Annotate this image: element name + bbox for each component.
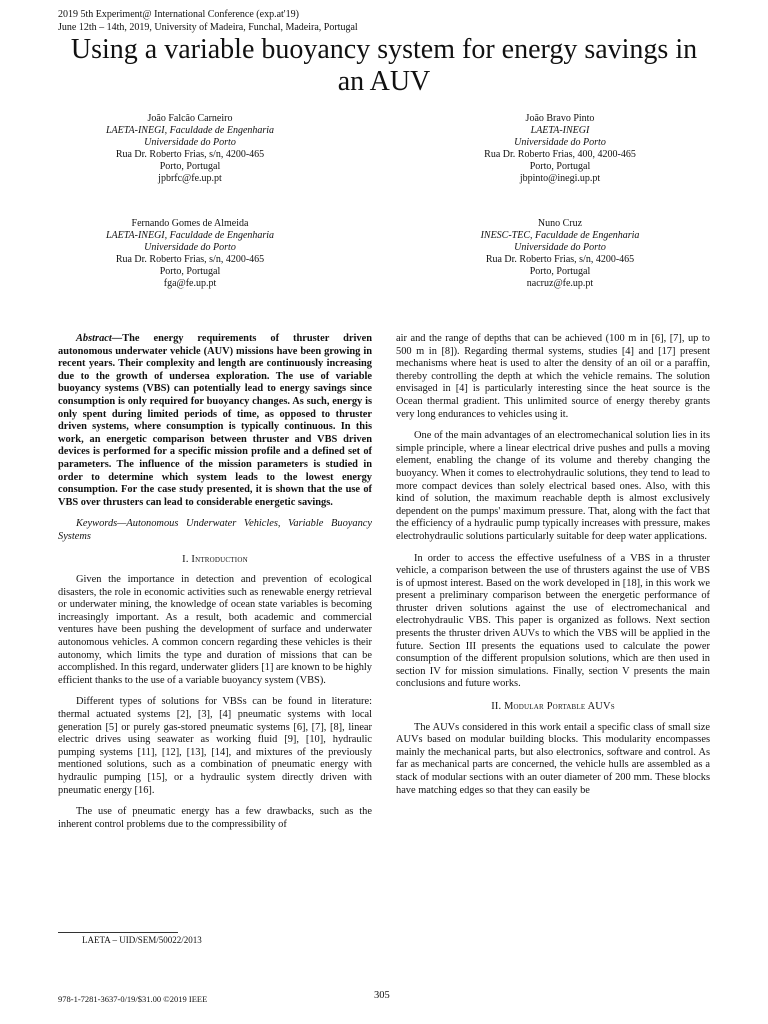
author-name: Fernando Gomes de Almeida bbox=[131, 218, 249, 229]
author-university: Universidade do Porto bbox=[514, 242, 606, 253]
section-heading-modular-auvs: II. Modular Portable AUVs bbox=[491, 701, 615, 713]
author-city: Porto, Portugal bbox=[159, 161, 221, 172]
right-column bbox=[396, 333, 710, 806]
section2-paragraph-1: The AUVs considered in this work entail a specific class of small size AUVs based on modular building blocks. This modularity encompasses mainly the mechanical parts, but also electronics, software and control. As far as mechanical parts are concerned, the vehicle hulls are assembled as a stack of modular sections with an outer diameter of 200 mm. These blocks have matching edges so that they can easily be bbox=[396, 721, 710, 796]
abstract-label: Abstract— bbox=[76, 333, 123, 344]
keywords bbox=[58, 518, 372, 543]
paper-title: Using a variable buoyancy system for energy savings in an AUV bbox=[70, 34, 698, 97]
author-block-4 bbox=[430, 218, 690, 290]
keywords-label: Keywords— bbox=[76, 518, 127, 530]
author-city: Porto, Portugal bbox=[159, 266, 221, 277]
section-heading-introduction: I. Introduction bbox=[182, 553, 248, 565]
page-number: 305 bbox=[374, 990, 390, 1001]
author-affiliation: INESC-TEC, Faculdade de Engenharia bbox=[480, 230, 640, 241]
author-email: jpbrfc@fe.up.pt bbox=[158, 173, 222, 184]
author-email: nacruz@fe.up.pt bbox=[526, 278, 594, 289]
abstract bbox=[58, 333, 372, 509]
author-block-1 bbox=[60, 113, 320, 185]
conference-header-line2: June 12th – 14th, 2019, University of Madeira, Funchal, Madeira, Portugal bbox=[58, 22, 358, 33]
author-affiliation: LAETA-INEGI, Faculdade de Engenharia bbox=[105, 230, 275, 241]
footnote: LAETA – UID/SEM/50022/2013 bbox=[82, 935, 202, 945]
author-block-2 bbox=[430, 113, 690, 185]
author-email: jbpinto@inegi.up.pt bbox=[519, 173, 601, 184]
author-university: Universidade do Porto bbox=[144, 137, 236, 148]
left-column bbox=[58, 333, 372, 840]
abstract-text: The energy requirements of thruster driven autonomous underwater vehicle (AUV) missions have been growing in recent years. Their complexity and length are continuously increasing due to the growth of undersea exploration. The use of variable buoyancy systems (VBS) can potentially lead to energy savings since consumption is only required for buoyancy changes. As such, energy is only spent during limited periods of time, as opposed to thruster driven systems, where consumption is typically continuous. In this work, an energetic comparison between thruster and VBS driven devices is performed for a specific mission profile and a defined set of parameters. The influence of the mission parameters is studied in order to determine which system leads to the lowest energy consumption. For the case study presented, it is shown that the use of VBS over thrusters can lead to considerable energetic savings. bbox=[58, 333, 372, 508]
conference-header-line1: 2019 5th Experiment@ International Conference (exp.at'19) bbox=[58, 9, 299, 20]
author-university: Universidade do Porto bbox=[144, 242, 236, 253]
author-affiliation: LAETA-INEGI bbox=[530, 125, 590, 136]
keywords-text: Autonomous Underwater Vehicles, Variable Buoyancy Systems bbox=[58, 518, 372, 542]
author-affiliation: LAETA-INEGI, Faculdade de Engenharia bbox=[105, 125, 275, 136]
author-name: Nuno Cruz bbox=[537, 218, 583, 229]
author-block-3 bbox=[60, 218, 320, 290]
author-address: Rua Dr. Roberto Frias, 400, 4200-465 bbox=[484, 149, 636, 160]
isbn-copyright: 978-1-7281-3637-0/19/$31.00 ©2019 IEEE bbox=[58, 994, 208, 1004]
author-name: João Bravo Pinto bbox=[525, 113, 595, 124]
intro-paragraph-5: In order to access the effective usefulness of a VBS in a thruster vehicle, a comparison between the use of thrusters against the use of VBS is of upmost interest. Based on the work developed in [18], in this work we present a preliminary comparison between the energetic performance of thruster driven solutions against the use of electromechanical and electrohydraulic VBS. This paper is organized as follows. Next section presents the thruster driven AUVs to which the VBS will be applied in the future. Section III presents the equations used to calculate the power consumption of the different propulsion solutions, which are then used in section IV for mission simulations. Finally, section V presents the main conclusions and future works. bbox=[396, 552, 710, 690]
author-name: João Falcão Carneiro bbox=[147, 113, 233, 124]
author-university: Universidade do Porto bbox=[514, 137, 606, 148]
intro-paragraph-1: Given the importance in detection and prevention of ecological disasters, the role in economic activities such as renewable energy retrieval or underwater mining, the knowledge of ocean state variables is becoming increasingly important. As a result, both academic and commercial ventures have been pushing the development of surface and underwater autonomous vehicles. A common concern regarding these vehicles is their autonomy, which limits the type and duration of missions that can be accomplished. In this regard, underwater gliders [1] are known to be highly efficient thanks to the use of a variable buoyancy system (VBS). bbox=[58, 574, 372, 686]
intro-paragraph-4: One of the main advantages of an electromechanical solution lies in its simple principle, where a linear electrical drive pushes and pulls a moving element, enabling the change of its volume and thereby changing the buoyancy. When it comes to electrohydraulic solutions, they tend to lead to more compact devices than solely electrical based ones. Also, with this kind of solution, the maximum reachable depth is almost exclusively dependent on the pumps' maximum pressure. That, along with the fact that the efficiency of a hydraulic pump typically increases with pressure, makes electrohydraulic solutions particularly suitable for deep water applications. bbox=[396, 430, 710, 542]
author-email: fga@fe.up.pt bbox=[163, 278, 217, 289]
author-address: Rua Dr. Roberto Frias, s/n, 4200-465 bbox=[115, 254, 265, 265]
author-address: Rua Dr. Roberto Frias, s/n, 4200-465 bbox=[115, 149, 265, 160]
author-city: Porto, Portugal bbox=[529, 161, 591, 172]
author-city: Porto, Portugal bbox=[529, 266, 591, 277]
author-address: Rua Dr. Roberto Frias, s/n, 4200-465 bbox=[485, 254, 635, 265]
intro-paragraph-3: The use of pneumatic energy has a few drawbacks, such as the inherent control problems due to the compressibility of bbox=[58, 806, 372, 830]
intro-paragraph-2: Different types of solutions for VBSs can be found in literature: thermal actuated systems [2], [3], [4] pneumatic systems with local generation [5] or purely gas-stored pneumatic systems [6], [7], [8], linear electric drives using seawater as working fluid [9], [10], hydraulic pumping systems [11], [12], [13], [14], and mixtures of the previously mentioned solutions, such as a combination of pneumatic energy with hydraulic pumping [15], or a hydraulic system directly driven with pneumatic energy [16]. bbox=[58, 696, 372, 796]
footnote-rule bbox=[58, 932, 178, 933]
intro-paragraph-3-continued: air and the range of depths that can be achieved (100 m in [6], [7], up to 500 m in [8]). Regarding thermal systems, studies [4] and [17] present mechanisms where heat is used to alter the density of an oil or a paraffin, thereby controlling the depth at which the vehicle remains. The solution envisaged in [4] is particularly interesting since the heat source is the Ocean thermal gradient. This unlimited source of energy thereby grants very long endurances to vehicles using it. bbox=[396, 333, 710, 420]
